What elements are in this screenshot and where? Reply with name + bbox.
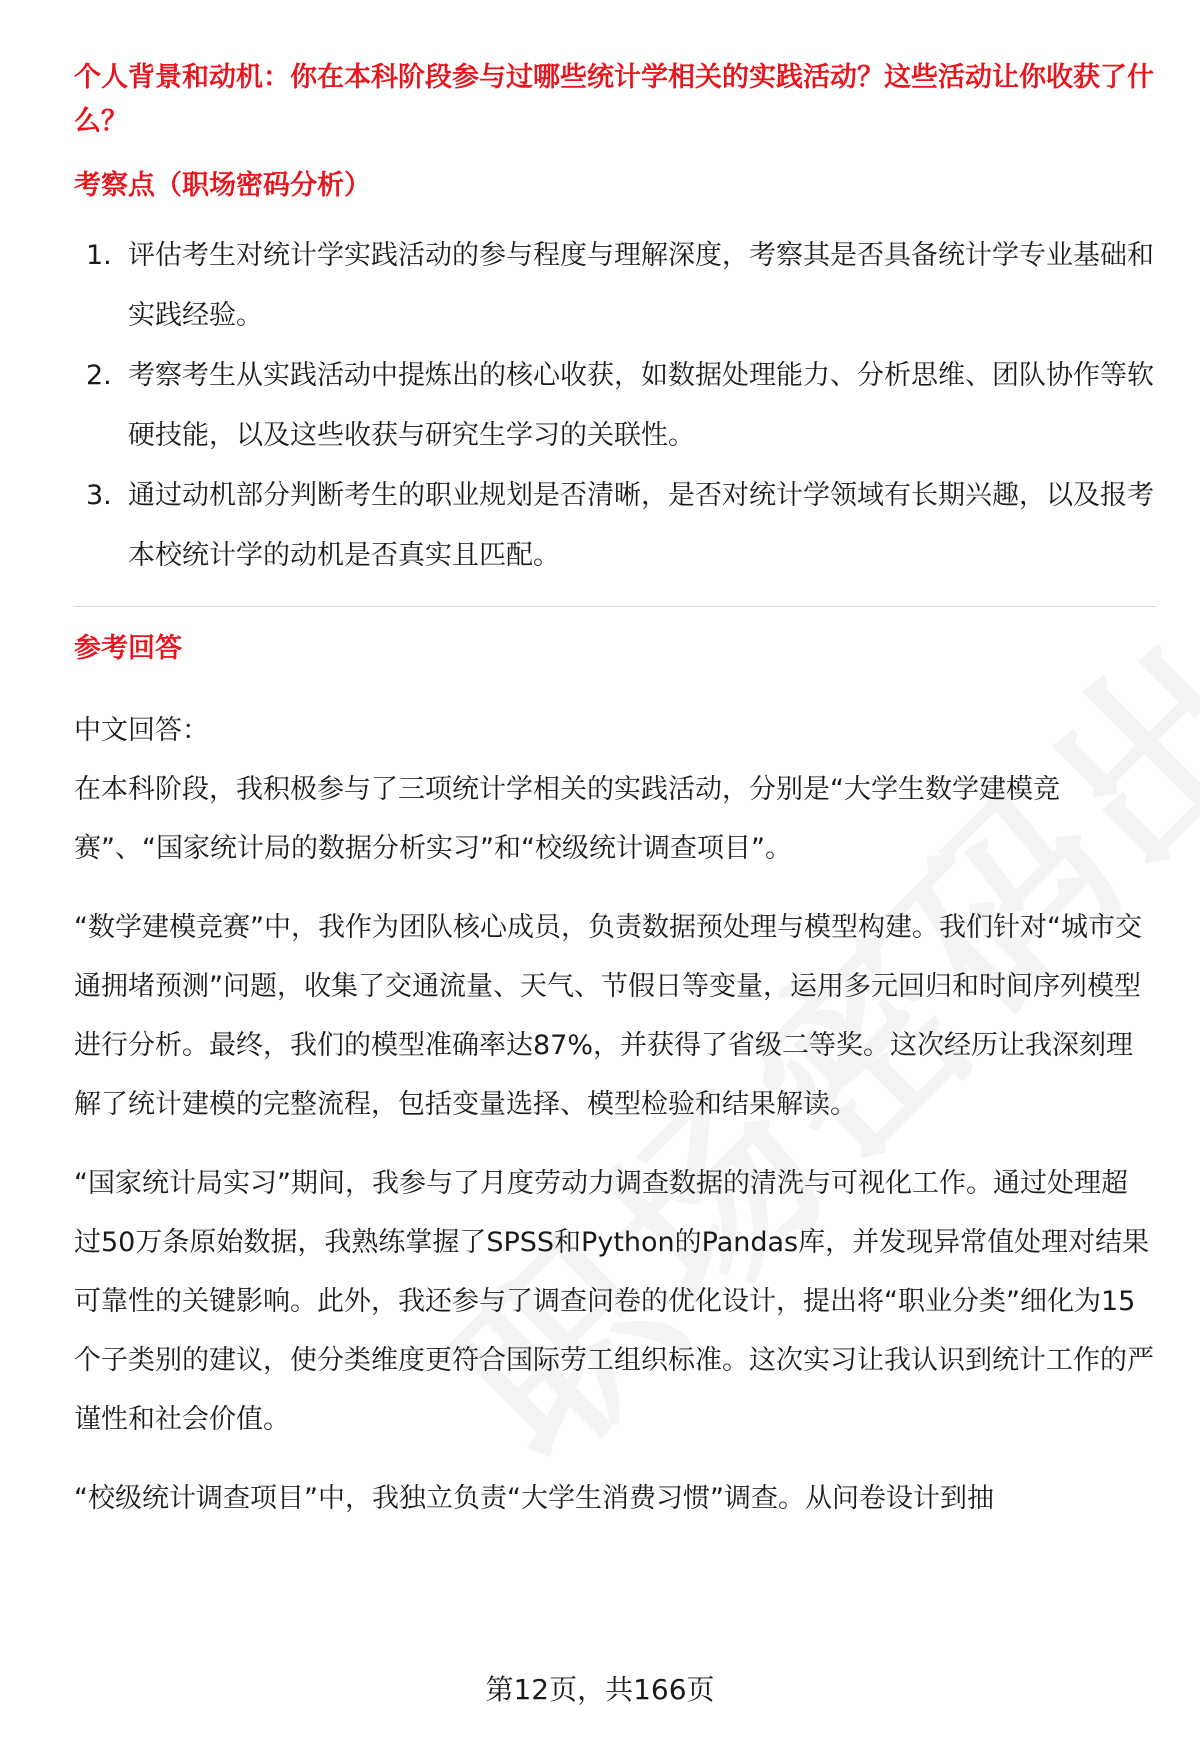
list-item-text: 通过动机部分判断考生的职业规划是否清晰，是否对统计学领域有长期兴趣，以及报考本校统计学的动机是否真实且匹配。 [128, 480, 1154, 571]
answer-paragraph-modeling: “数学建模竞赛”中，我作为团队核心成员，负责数据预处理与模型构建。我们针对“城市交通拥堵预测”问题，收集了交通流量、天气、节假日等变量，运用多元回归和时间序列模型进行分析。最终，我们的模型准确率达87%，并获得了省级二等奖。这次经历让我深刻理解了统计建模的完整流程，包括变量选择、模型检验和结果解读。 [74, 912, 1142, 1120]
reference-answer-title: 参考回答 [74, 633, 182, 664]
document-page [74, 56, 1154, 1528]
list-item-text: 评估考生对统计学实践活动的参与程度与理解深度，考察其是否具备统计学专业基础和实践经验。 [128, 240, 1154, 331]
answer-paragraph-internship: “国家统计局实习”期间，我参与了月度劳动力调查数据的清洗与可视化工作。通过处理超过50万条原始数据，我熟练掌握了SPSS和Python的Pandas库，并发现异常值处理对结果可靠性的关键影响。此外，我还参与了调查问卷的优化设计，提出将“职业分类”细化为15个子类别的建议，使分类维度更符合国际劳工组织标准。这次实习让我认识到统计工作的严谨性和社会价值。 [74, 1168, 1154, 1435]
section-divider [74, 606, 1156, 607]
list-item [74, 466, 1154, 586]
list-item-number: 2. [86, 360, 112, 391]
list-item-number: 1. [86, 240, 112, 271]
list-item [74, 346, 1154, 466]
list-item-number: 3. [86, 480, 112, 511]
list-item-text: 考察考生从实践活动中提炼出的核心收获，如数据处理能力、分析思维、团队协作等软硬技能，以及这些收获与研究生学习的关联性。 [128, 360, 1154, 451]
list-item [74, 226, 1154, 346]
answer-language-label: 中文回答： [74, 715, 209, 746]
answer-paragraph-intro: 在本科阶段，我积极参与了三项统计学相关的实践活动，分别是“大学生数学建模竞赛”、“国家统计局的数据分析实习”和“校级统计调查项目”。 [74, 774, 1060, 864]
question-title: 个人背景和动机：你在本科阶段参与过哪些统计学相关的实践活动？这些活动让你收获了什么？ [74, 62, 1154, 137]
exam-points-title: 考察点（职场密码分析） [74, 170, 371, 201]
exam-points-list [74, 226, 1154, 586]
page-number-footer: 第12页，共166页 [485, 1673, 715, 1706]
answer-paragraph-survey: “校级统计调查项目”中，我独立负责“大学生消费习惯”调查。从问卷设计到抽 [74, 1483, 994, 1514]
